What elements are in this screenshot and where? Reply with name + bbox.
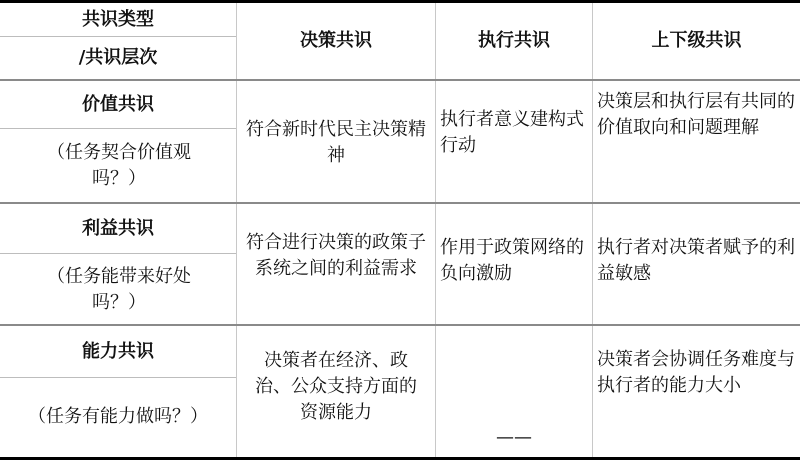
header-type-line1: [0, 3, 236, 36]
header-type-text: 共识类型: [82, 8, 154, 30]
header-decision-text: 决策共识: [300, 30, 372, 51]
row-question-text: （任务有能力做吗？）: [28, 406, 208, 427]
header-hierarchy: [593, 3, 800, 79]
header-hierarchy-text: 上下级共识: [651, 30, 742, 51]
row-divider: [0, 377, 236, 378]
cell-text: 符合进行决策的政策子系统之间的利益需求: [246, 232, 426, 279]
cell-text: 决策层和执行层有共同的价值取向和问题理解: [597, 91, 795, 138]
cell-interest-hierarchy: [597, 235, 797, 287]
cell-text: 执行者意义建构式行动: [440, 109, 584, 156]
header-level-text: /共识层次: [78, 47, 158, 68]
cell-text: 执行者对决策者赋予的利益敏感: [597, 237, 795, 284]
row-title-text: 利益共识: [82, 217, 154, 239]
row-title-value: [0, 81, 236, 128]
header-execution: [436, 3, 592, 79]
header-decision: [237, 3, 435, 79]
cell-text: 决策者会协调任务难度与执行者的能力大小: [597, 349, 795, 396]
cell-capability-execution: [436, 425, 592, 451]
cell-text: 作用于政策网络的负向激励: [440, 237, 584, 284]
row-title-text: 能力共识: [82, 340, 154, 362]
header-type-line2: [0, 37, 236, 79]
cell-text: ——: [496, 427, 532, 448]
cell-value-hierarchy: [597, 89, 797, 141]
row-title-interest: [0, 204, 236, 253]
row-question-text: （任务能带来好处吗？）: [47, 265, 191, 313]
cell-capability-decision: [237, 345, 435, 429]
header-execution-text: 执行共识: [478, 30, 550, 51]
row-question-capability: [0, 379, 236, 455]
row-title-capability: [0, 326, 236, 377]
row-question-value: [8, 130, 230, 202]
row-question-text: （任务契合价值观吗？）: [47, 142, 191, 189]
row-title-text: 价值共识: [82, 93, 154, 115]
row-divider: [0, 253, 236, 254]
cell-value-execution: [440, 107, 590, 159]
cell-text: 决策者在经济、政治、公众支持方面的资源能力: [255, 350, 417, 423]
row-question-interest: [8, 255, 230, 324]
row-divider: [0, 128, 236, 129]
cell-capability-hierarchy: [597, 347, 797, 399]
cell-value-decision: [237, 103, 435, 183]
cell-interest-execution: [440, 235, 590, 287]
cell-interest-decision: [237, 215, 435, 297]
cell-text: 符合新时代民主决策精神: [246, 119, 426, 166]
